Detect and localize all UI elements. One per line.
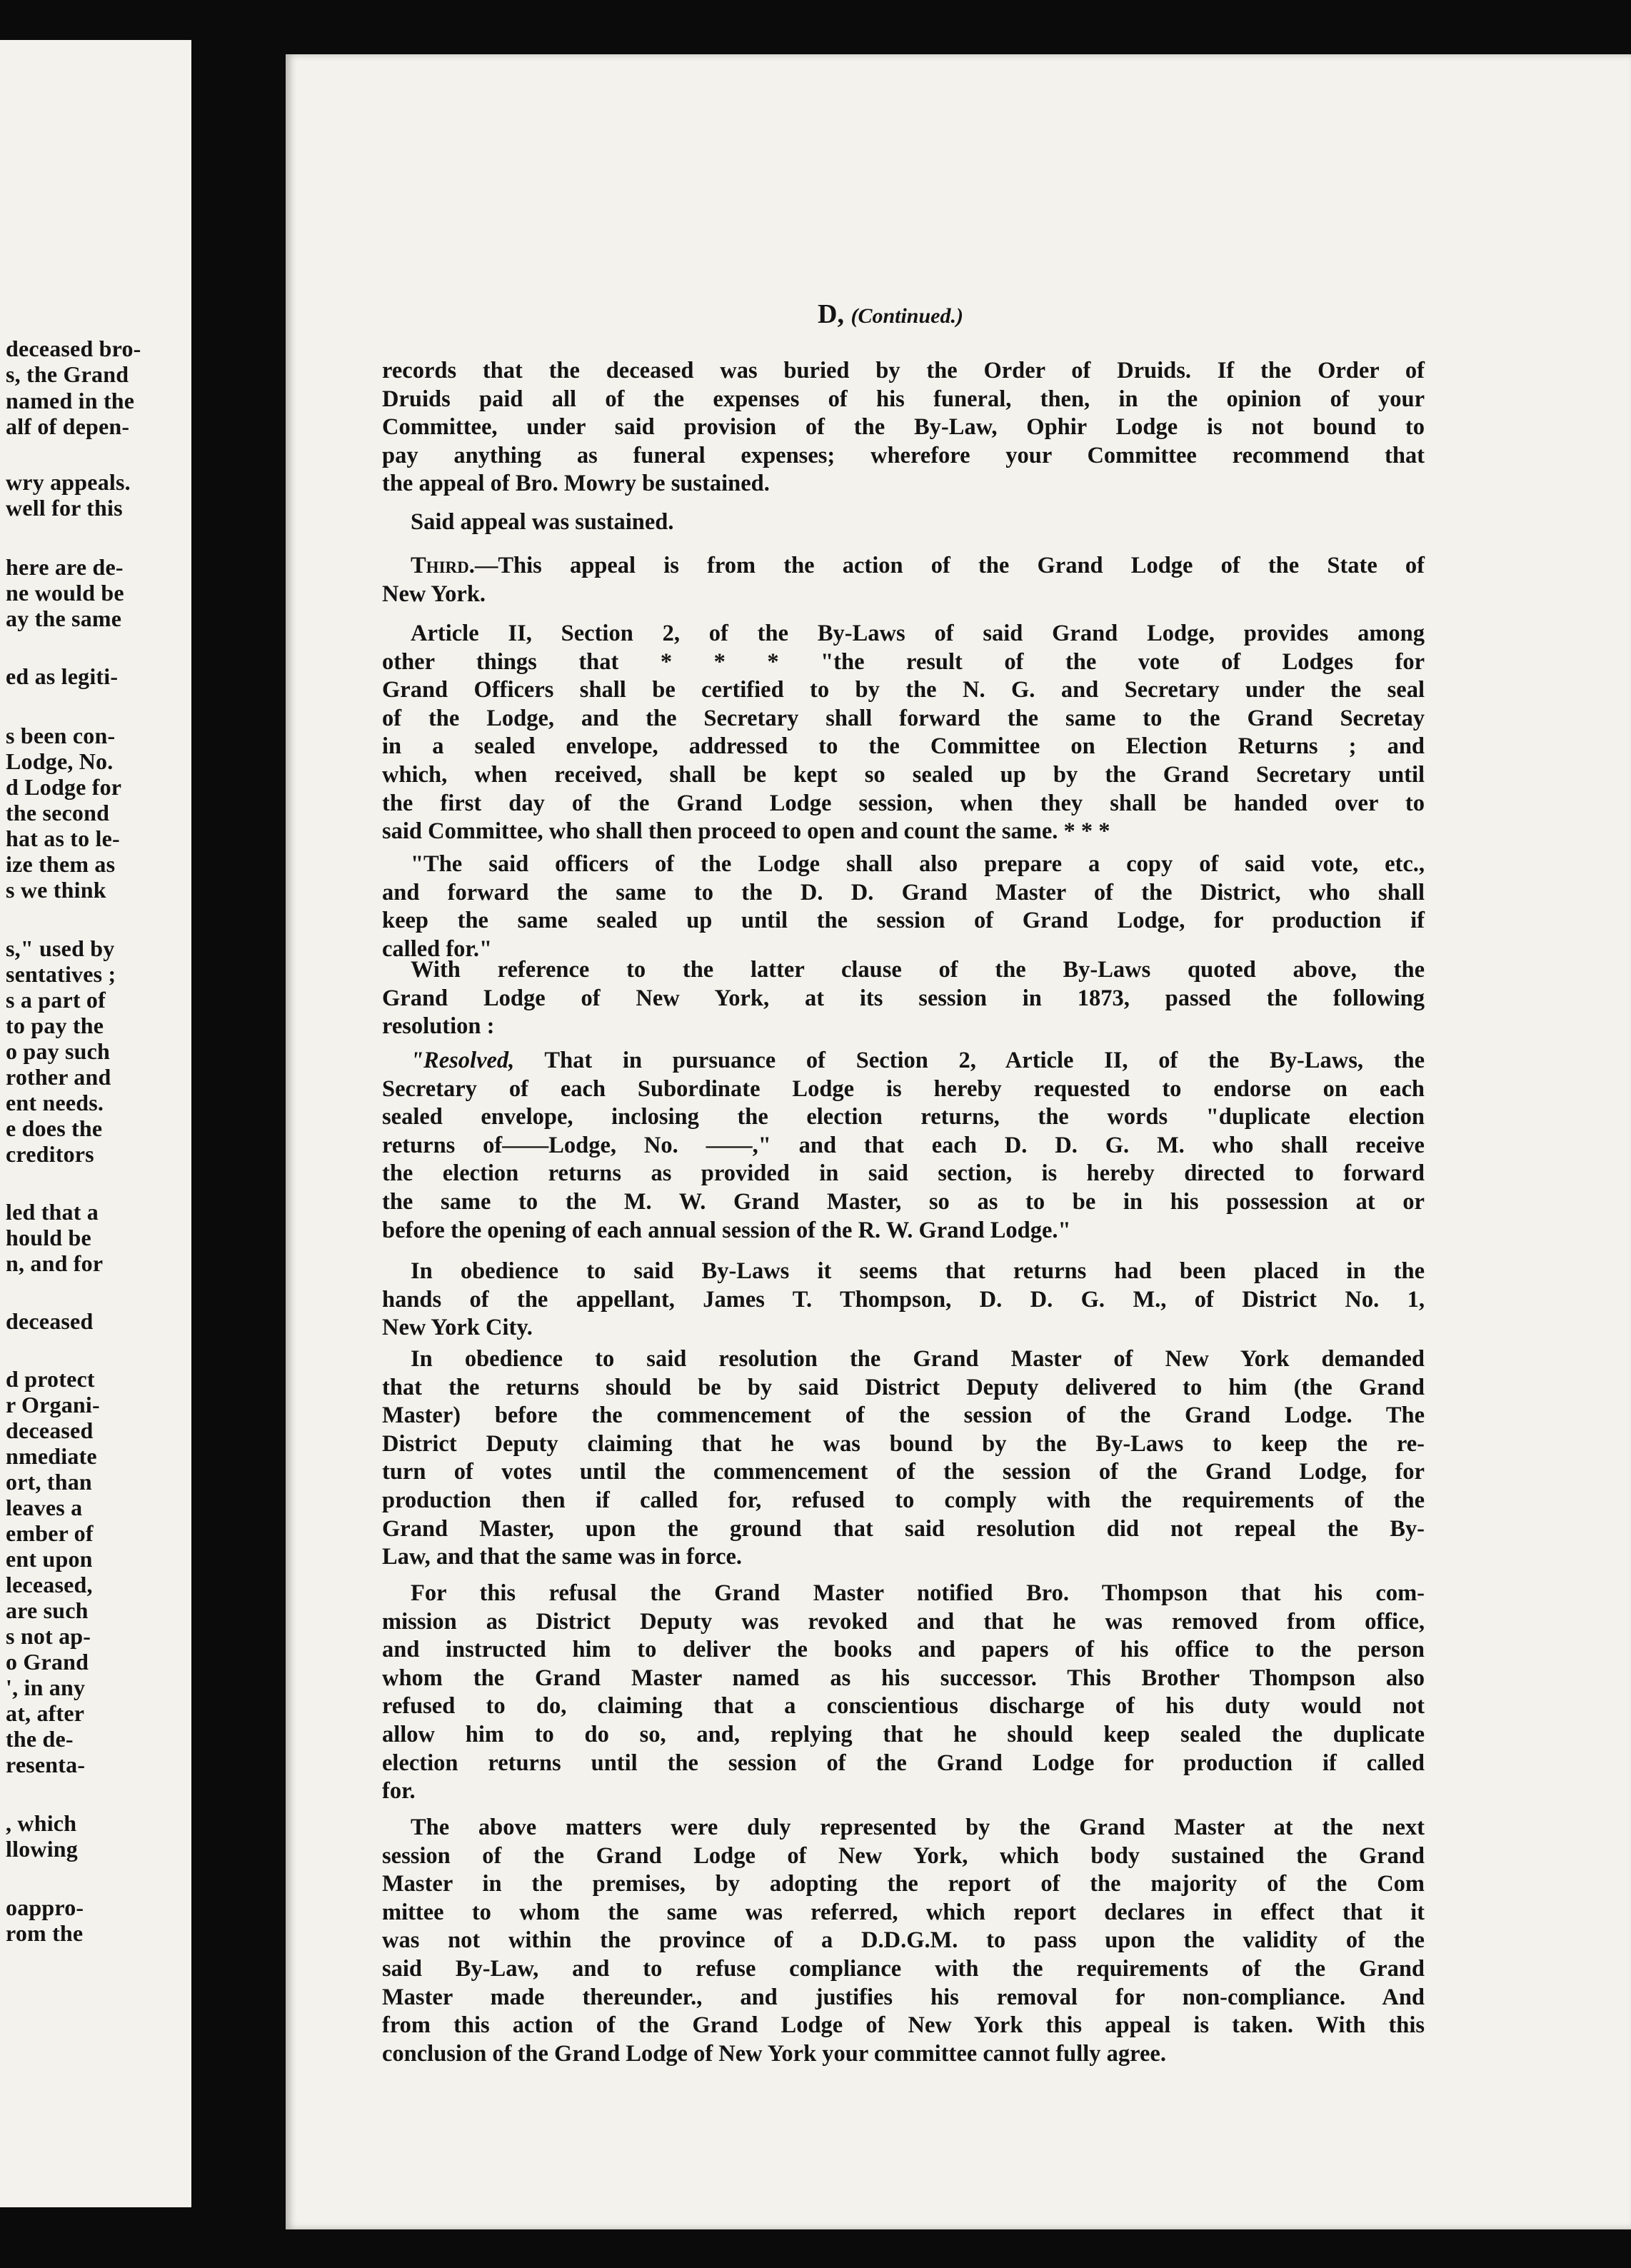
- line-text: records that the deceased was buried by the Order of Druids. If the Order of: [382, 358, 1425, 383]
- left-page-line: deceased: [6, 1308, 94, 1334]
- text-line: [382, 733, 1425, 761]
- line-text: for.: [382, 1778, 416, 1805]
- text-line: [382, 1955, 1425, 1984]
- left-page-line: hould be: [6, 1225, 91, 1250]
- text-line: [382, 1430, 1425, 1459]
- left-page-line: s a part of: [6, 987, 106, 1013]
- line-text: in a sealed envelope, addressed to the Committee on Election Returns ; and: [382, 733, 1425, 760]
- line-text: hands of the appellant, James T. Thompson, D. D. G. M., of District No. 1,: [382, 1286, 1425, 1313]
- text-line: [382, 818, 1425, 846]
- line-text: allow him to do so, and, replying that he should keep sealed the duplicate: [382, 1721, 1425, 1747]
- line-text: Grand Officers shall be certified to by the N. G. and Secretary under the seal: [382, 677, 1425, 703]
- text-line: [382, 879, 1425, 908]
- paragraph-obedience-resolution: [382, 1345, 1425, 1572]
- paragraph-reference: [382, 956, 1425, 1041]
- left-page-line: at, after: [6, 1700, 85, 1726]
- text-line: [382, 907, 1425, 935]
- text-line: [382, 1665, 1425, 1693]
- left-page-line: e does the: [6, 1115, 103, 1141]
- text-line: [382, 1160, 1425, 1188]
- text-line: [382, 1543, 1425, 1572]
- left-page-line: n, and for: [6, 1250, 104, 1276]
- line-text: With reference to the latter clause of the By-Laws quoted above, the: [411, 957, 1425, 983]
- paragraph-conclusion: [382, 1814, 1425, 2068]
- line-text: New York City.: [382, 1315, 533, 1341]
- text-line: [382, 1374, 1425, 1403]
- line-text: Grand Master, upon the ground that said resolution did not repeal the By-: [382, 1515, 1425, 1542]
- text-line: [382, 790, 1425, 818]
- text-line: [382, 1814, 1425, 1842]
- text-line: [382, 2040, 1425, 2069]
- page-heading: [818, 298, 963, 330]
- left-page-line: resenta-: [6, 1752, 86, 1777]
- line-text: production then if called for, refused to comply with the requirements of the: [382, 1487, 1425, 1513]
- text-line: [382, 470, 1425, 498]
- line-text: other things that * * * "the result of the vote of Lodges for: [382, 648, 1425, 675]
- left-page-line: llowing: [6, 1836, 78, 1862]
- line-text: and forward the same to the D. D. Grand Master of the District, who shall: [382, 879, 1425, 905]
- left-page-line: , which: [6, 1810, 77, 1836]
- line-text: "The said officers of the Lodge shall also prepare a copy of said vote, etc.,: [411, 851, 1425, 877]
- left-page-line: r Organi-: [6, 1392, 100, 1418]
- text-line: [382, 508, 1425, 537]
- line-text: whom the Grand Master named as his successor. This Brother Thompson also: [382, 1665, 1425, 1691]
- text-line: [382, 552, 1425, 581]
- text-line: [382, 413, 1425, 442]
- text-line: [382, 1750, 1425, 1778]
- text-line: [382, 1721, 1425, 1750]
- text-line: [382, 1515, 1425, 1544]
- paragraph-appeal-sustained: [382, 508, 1425, 537]
- line-text: called for.": [382, 935, 493, 962]
- left-page-line: d Lodge for: [6, 774, 122, 800]
- text-line: [382, 1984, 1425, 2012]
- text-line: [382, 1286, 1425, 1315]
- text-line: [382, 676, 1425, 705]
- line-text: In obedience to said By-Laws it seems that returns had been placed in the: [411, 1258, 1425, 1284]
- paragraph-refusal: [382, 1580, 1425, 1806]
- line-text: sealed envelope, inclosing the election returns, the words "duplicate election: [382, 1104, 1425, 1130]
- left-page-line: sentatives ;: [6, 961, 116, 987]
- line-text: the first day of the Grand Lodge session, when they shall be handed over to: [382, 790, 1425, 816]
- text-line: [382, 1608, 1425, 1637]
- left-page-line: s been con-: [6, 723, 116, 748]
- text-line: [382, 705, 1425, 733]
- text-line: [382, 1047, 1425, 1075]
- line-text: conclusion of the Grand Lodge of New York your committee cannot fully agree.: [382, 2040, 1166, 2067]
- text-line: [382, 1636, 1425, 1665]
- line-text: and instructed him to deliver the books and papers of his office to the person: [382, 1637, 1425, 1663]
- left-page-line: ort, than: [6, 1469, 92, 1495]
- text-line: [382, 1188, 1425, 1217]
- heading-letter: D,: [818, 299, 844, 329]
- line-text: New York.: [382, 581, 486, 607]
- text-line: [382, 1842, 1425, 1871]
- left-page-line: d protect: [6, 1366, 95, 1392]
- text-line: [382, 1314, 1425, 1343]
- left-page-fragment: [0, 40, 191, 2207]
- line-text: mittee to whom the same was referred, which report declares in effect that it: [382, 1899, 1425, 1925]
- text-line: [382, 1899, 1425, 1927]
- line-text: Grand Lodge of New York, at its session in 1873, passed the following: [382, 985, 1425, 1011]
- line-text: pay anything as funeral expenses; wherefore your Committee recommend that: [382, 442, 1425, 468]
- text-line: [382, 1458, 1425, 1487]
- line-text: Said appeal was sustained.: [411, 509, 674, 535]
- left-page-line: led that a: [6, 1199, 99, 1225]
- text-line: [382, 1075, 1425, 1104]
- line-text: Secretary of each Subordinate Lodge is hereby requested to endorse on each: [382, 1075, 1425, 1102]
- line-text: the appeal of Bro. Mowry be sustained.: [382, 471, 770, 497]
- paragraph-article-ii: [382, 620, 1425, 846]
- line-text: returns of——Lodge, No. ——," and that each D. D. G. M. who shall receive: [382, 1132, 1425, 1158]
- text-line: [382, 985, 1425, 1013]
- paragraph-lead: Third.: [411, 553, 475, 578]
- left-page-line: here are de-: [6, 554, 124, 580]
- left-page-line: the de-: [6, 1726, 74, 1752]
- text-line: [382, 1692, 1425, 1721]
- left-page-line: well for this: [6, 495, 123, 521]
- left-page-line: wry appeals.: [6, 469, 131, 495]
- left-page-line: s not ap-: [6, 1623, 91, 1649]
- left-page-line: leaves a: [6, 1495, 83, 1520]
- paragraph-third-appeal: [382, 552, 1425, 608]
- text-line: [382, 1487, 1425, 1515]
- line-text: Law, and that the same was in force.: [382, 1544, 743, 1570]
- left-page-line: ed as legiti-: [6, 663, 119, 689]
- line-text: Master in the premises, by adopting the report of the majority of the Com: [382, 1871, 1425, 1897]
- left-page-line: ember of: [6, 1520, 94, 1546]
- right-page: [286, 54, 1631, 2229]
- text-line: [382, 442, 1425, 471]
- text-line: [382, 1402, 1425, 1430]
- left-page-line: ent upon: [6, 1546, 93, 1572]
- line-text: Article II, Section 2, of the By-Laws of said Grand Lodge, provides among: [411, 621, 1425, 646]
- line-text: refused to do, claiming that a conscientious discharge of his duty would not: [382, 1693, 1425, 1720]
- left-page-line: oappro-: [6, 1895, 84, 1920]
- line-text: mission as District Deputy was revoked and that he was removed from office,: [382, 1608, 1425, 1635]
- left-page-line: alf of depen-: [6, 413, 130, 439]
- text-line: [382, 1580, 1425, 1608]
- left-page-line: Lodge, No.: [6, 748, 114, 774]
- left-page-line: s," used by: [6, 935, 115, 961]
- paragraph-funeral-expenses: [382, 357, 1425, 498]
- line-text: In obedience to said resolution the Grand Master of New York demanded: [411, 1346, 1425, 1372]
- left-page-line: ay the same: [6, 606, 122, 631]
- left-page-line: ize them as: [6, 851, 116, 877]
- line-text: That in pursuance of Section 2, Article II, of the By-Laws, the: [514, 1048, 1425, 1073]
- text-line: [382, 357, 1425, 386]
- text-line: [382, 620, 1425, 648]
- line-text: from this action of the Grand Lodge of New York this appeal is taken. With this: [382, 2012, 1425, 2039]
- line-text: that the returns should be by said District Deputy delivered to him (the Grand: [382, 1374, 1425, 1400]
- text-line: [382, 1103, 1425, 1132]
- line-text: said Committee, who shall then proceed to open and count the same. * * *: [382, 818, 1110, 845]
- text-line: [382, 1258, 1425, 1286]
- left-page-line: hat as to le-: [6, 826, 120, 851]
- left-page-line: the second: [6, 800, 110, 826]
- text-line: [382, 956, 1425, 985]
- paragraph-resolution: [382, 1047, 1425, 1245]
- left-page-line: rother and: [6, 1064, 111, 1090]
- left-page-line: creditors: [6, 1141, 94, 1167]
- text-line: [382, 1777, 1425, 1806]
- line-text: was not within the province of a D.D.G.M. to pass upon the validity of the: [382, 1927, 1425, 1954]
- text-line: [382, 1927, 1425, 1955]
- line-text: Druids paid all of the expenses of his funeral, then, in the opinion of your: [382, 386, 1425, 412]
- text-line: [382, 648, 1425, 677]
- left-page-line: o Grand: [6, 1649, 89, 1675]
- line-text: —This appeal is from the action of the Grand Lodge of the State of: [474, 553, 1425, 578]
- text-line: [382, 1870, 1425, 1899]
- line-text: For this refusal the Grand Master notified Bro. Thompson that his com-: [411, 1580, 1425, 1606]
- left-page-line: s, the Grand: [6, 361, 129, 387]
- left-page-line: ent needs.: [6, 1090, 104, 1115]
- line-text: which, when received, shall be kept so sealed up by the Grand Secretary until: [382, 761, 1425, 788]
- left-page-line: nmediate: [6, 1443, 97, 1469]
- text-line: [382, 386, 1425, 414]
- paragraph-lead: "Resolved,: [411, 1048, 515, 1073]
- line-text: before the opening of each annual session of the R. W. Grand Lodge.": [382, 1217, 1071, 1243]
- line-text: District Deputy claiming that he was bound by the By-Laws to keep the re-: [382, 1430, 1425, 1457]
- left-page-line: deceased bro-: [6, 336, 141, 361]
- text-line: [382, 2012, 1425, 2040]
- line-text: the election returns as provided in said section, is hereby directed to forward: [382, 1160, 1425, 1187]
- left-page-line: rom the: [6, 1920, 84, 1946]
- line-text: turn of votes until the commencement of the session of the Grand Lodge, for: [382, 1459, 1425, 1485]
- heading-continued: (Continued.): [850, 304, 963, 328]
- text-line: [382, 1132, 1425, 1160]
- line-text: resolution :: [382, 1013, 495, 1040]
- left-page-line: s we think: [6, 877, 106, 903]
- left-page-line: deceased: [6, 1418, 94, 1443]
- line-text: The above matters were duly represented by the Grand Master at the next: [411, 1815, 1425, 1840]
- line-text: election returns until the session of the Grand Lodge for production if called: [382, 1750, 1425, 1776]
- text-line: [382, 1345, 1425, 1374]
- text-line: [382, 1013, 1425, 1041]
- left-page-line: leceased,: [6, 1572, 93, 1597]
- line-text: session of the Grand Lodge of New York, which body sustained the Grand: [382, 1842, 1425, 1869]
- text-line: [382, 1217, 1425, 1245]
- line-text: Master made thereunder., and justifies his removal for non-compliance. And: [382, 1984, 1425, 2010]
- left-page-line: ne would be: [6, 580, 124, 606]
- line-text: of the Lodge, and the Secretary shall forward the same to the Grand Secretay: [382, 705, 1425, 731]
- paragraph-quoted-bylaw: [382, 850, 1425, 963]
- text-line: [382, 761, 1425, 790]
- line-text: said By-Law, and to refuse compliance with the requirements of the Grand: [382, 1955, 1425, 1982]
- paragraph-obedience-bylaws: [382, 1258, 1425, 1343]
- line-text: the same to the M. W. Grand Master, so as to be in his possession at or: [382, 1188, 1425, 1215]
- line-text: keep the same sealed up until the session of Grand Lodge, for production if: [382, 908, 1425, 934]
- left-page-line: to pay the: [6, 1013, 104, 1038]
- left-page-line: named in the: [6, 388, 135, 413]
- left-page-line: are such: [6, 1597, 89, 1623]
- text-line: [382, 850, 1425, 879]
- text-line: [382, 581, 1425, 609]
- left-page-line: o pay such: [6, 1038, 111, 1064]
- left-page-line: ', in any: [6, 1675, 86, 1700]
- line-text: Master) before the commencement of the session of the Grand Lodge. The: [382, 1403, 1425, 1429]
- line-text: Committee, under said provision of the By-Law, Ophir Lodge is not bound to: [382, 414, 1425, 441]
